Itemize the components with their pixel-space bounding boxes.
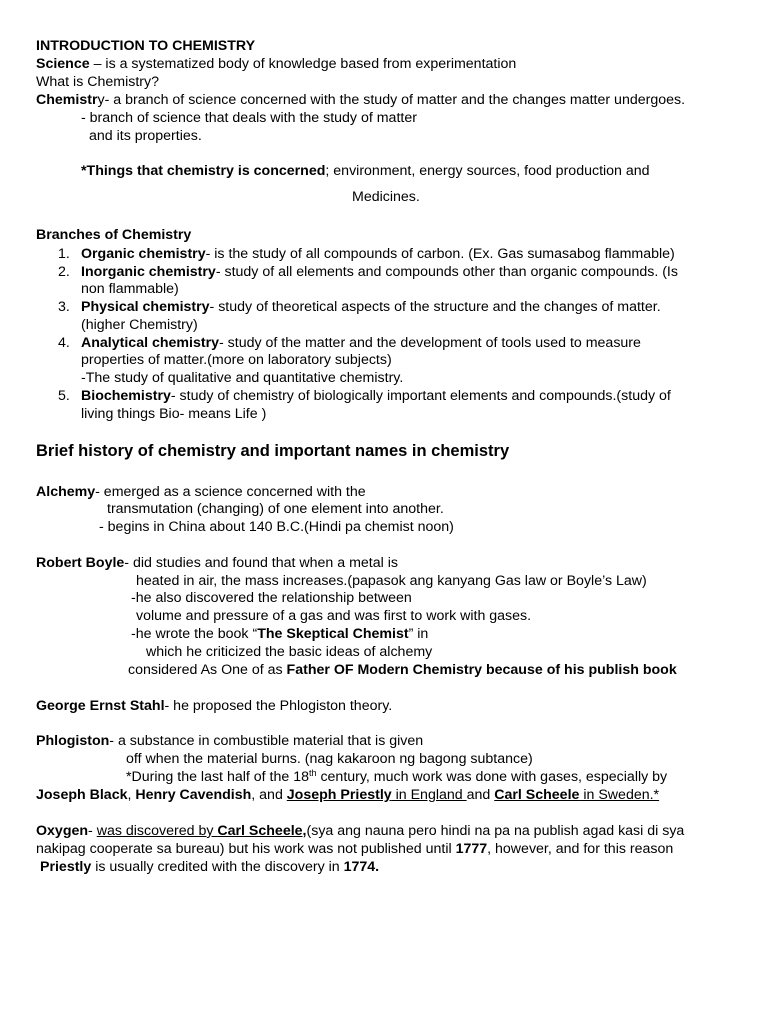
oxygen-l1rest: (sya ang nauna pero hindi na pa na publish agad kasi di sya xyxy=(306,823,685,839)
boyle-l6: which he criticized the basic ideas of alchemy xyxy=(146,644,433,660)
boyle-l4: volume and pressure of a gas and was first to work with gases. xyxy=(136,608,532,624)
name-black: Joseph Black xyxy=(36,787,128,803)
chemistry-definition xyxy=(36,91,685,109)
boyle-l7b: Father OF Modern Chemistry because of his publish book xyxy=(286,662,677,678)
sep: and xyxy=(466,787,495,803)
boyle-line xyxy=(36,554,398,572)
boyle-book: The Skeptical Chemist xyxy=(257,626,409,642)
boyle-l7 xyxy=(128,661,677,679)
chemistry-def2: - branch of science that deals with the study of matter xyxy=(81,110,417,126)
alchemy-line xyxy=(36,483,366,501)
phlogiston-names xyxy=(36,786,659,804)
branch-text: - study of chemistry of biologically important elements and compounds.(study of xyxy=(170,388,671,404)
branch-term: Organic chemistry xyxy=(81,246,206,262)
branch-term: Inorganic chemistry xyxy=(81,264,216,280)
branch-term: Analytical chemistry xyxy=(81,335,219,351)
branches-heading: Branches of Chemistry xyxy=(36,227,192,243)
oxygen-line xyxy=(36,822,684,840)
year-1777: 1777 xyxy=(455,841,488,857)
branch-text-cont: properties of matter.(more on laboratory subjects) xyxy=(81,352,392,368)
sep: , xyxy=(127,787,136,803)
phlogiston-l3sup: th xyxy=(308,768,317,778)
alchemy-term: Alchemy xyxy=(36,484,96,500)
sep: , and xyxy=(251,787,287,803)
phlogiston-line xyxy=(36,732,423,750)
branch-number: 1. xyxy=(58,246,70,262)
chemistry-term: Chemistr xyxy=(36,92,98,108)
alchemy-l3: - begins in China about 140 B.C.(Hindi pa chemist noon) xyxy=(99,519,454,535)
boyle-l7a: considered As One of as xyxy=(128,662,287,678)
branch-text: - is the study of all compounds of carbon. (Ex. Gas sumasabog flammable) xyxy=(205,246,675,262)
oxygen-scheele: Carl Scheele, xyxy=(217,823,307,839)
boyle-term: Robert Boyle xyxy=(36,555,125,571)
branch-term: Physical chemistry xyxy=(81,299,210,315)
oxygen-l2b: , however, and for this reason xyxy=(487,841,674,857)
concerned-label: *Things that chemistry is concerned xyxy=(81,163,326,179)
question-line: What is Chemistry? xyxy=(36,74,159,90)
oxygen-dash: - xyxy=(88,823,97,839)
year-1774: 1774. xyxy=(343,859,380,875)
boyle-l3: -he also discovered the relationship between xyxy=(131,590,412,606)
oxygen-l3a: is usually credited with the discovery in xyxy=(91,859,344,875)
boyle-l2: heated in air, the mass increases.(papasok ang kanyang Gas law or Boyle’s Law) xyxy=(136,573,647,589)
boyle-l5 xyxy=(131,625,428,643)
oxygen-l3 xyxy=(40,858,379,876)
branch-item-organic xyxy=(81,245,675,263)
phlogiston-l3 xyxy=(126,768,667,786)
branch-term: Biochemistry xyxy=(81,388,171,404)
phlogiston-term: Phlogiston xyxy=(36,733,110,749)
concerned-line xyxy=(81,162,650,180)
in-england: in England xyxy=(391,787,467,803)
chemistry-def1: y- a branch of science concerned with the study of matter and the changes matter undergoes. xyxy=(97,92,686,108)
branch-text-cont: (higher Chemistry) xyxy=(81,317,198,333)
branch-number: 5. xyxy=(58,388,70,404)
doc-title: INTRODUCTION TO CHEMISTRY xyxy=(36,38,256,54)
branch-item-analytical xyxy=(81,334,641,352)
name-scheele: Carl Scheele xyxy=(494,787,580,803)
oxygen-priestly: Priestly xyxy=(40,859,92,875)
branch-number: 3. xyxy=(58,299,70,315)
branch-number: 4. xyxy=(58,335,70,351)
oxygen-l2a: nakipag cooperate sa bureau) but his work was not published until xyxy=(36,841,456,857)
oxygen-disc: was discovered by xyxy=(96,823,218,839)
science-term: Science xyxy=(36,56,90,72)
oxygen-l2 xyxy=(36,840,673,858)
stahl-line xyxy=(36,697,392,715)
phlogiston-l3a: *During the last half of the 18 xyxy=(126,769,309,785)
phlogiston-l3b: century, much work was done with gases, especially by xyxy=(316,769,668,785)
oxygen-term: Oxygen xyxy=(36,823,89,839)
branch-text: - study of the matter and the development of tools used to measure xyxy=(219,335,641,351)
branch-text-cont: -The study of qualitative and quantitative chemistry. xyxy=(81,370,404,386)
boyle-l5a: -he wrote the book “ xyxy=(131,626,258,642)
boyle-l5b: ” in xyxy=(408,626,429,642)
science-definition xyxy=(36,55,516,73)
concerned-text2: Medicines. xyxy=(352,189,420,205)
branch-text: - study of theoretical aspects of the structure and the changes of matter. xyxy=(209,299,661,315)
branch-number: 2. xyxy=(58,264,70,280)
branch-item-physical xyxy=(81,298,661,316)
in-sweden: in Sweden.* xyxy=(579,787,660,803)
name-cavendish: Henry Cavendish xyxy=(135,787,252,803)
branch-item-inorganic xyxy=(81,263,678,281)
name-priestly: Joseph Priestly xyxy=(286,787,392,803)
alchemy-l2: transmutation (changing) of one element into another. xyxy=(107,501,444,517)
phlogiston-l1: - a substance in combustible material that is given xyxy=(109,733,424,749)
boyle-l1: - did studies and found that when a metal is xyxy=(124,555,398,571)
concerned-text: ; environment, energy sources, food production and xyxy=(325,163,650,179)
stahl-term: George Ernst Stahl xyxy=(36,698,165,714)
alchemy-l1: - emerged as a science concerned with the xyxy=(95,484,366,500)
science-def: – is a systematized body of knowledge based from experimentation xyxy=(89,56,517,72)
branch-item-biochemistry xyxy=(81,387,671,405)
stahl-text: - he proposed the Phlogiston theory. xyxy=(164,698,393,714)
branch-text-cont: non flammable) xyxy=(81,281,179,297)
branch-text: - study of all elements and compounds other than organic compounds. (Is xyxy=(215,264,678,280)
branch-text-cont: living things Bio- means Life ) xyxy=(81,406,267,422)
chemistry-def3: and its properties. xyxy=(89,128,202,144)
history-heading: Brief history of chemistry and important names in chemistry xyxy=(36,442,510,460)
phlogiston-l2: off when the material burns. (nag kakaroon ng bagong subtance) xyxy=(126,751,533,767)
